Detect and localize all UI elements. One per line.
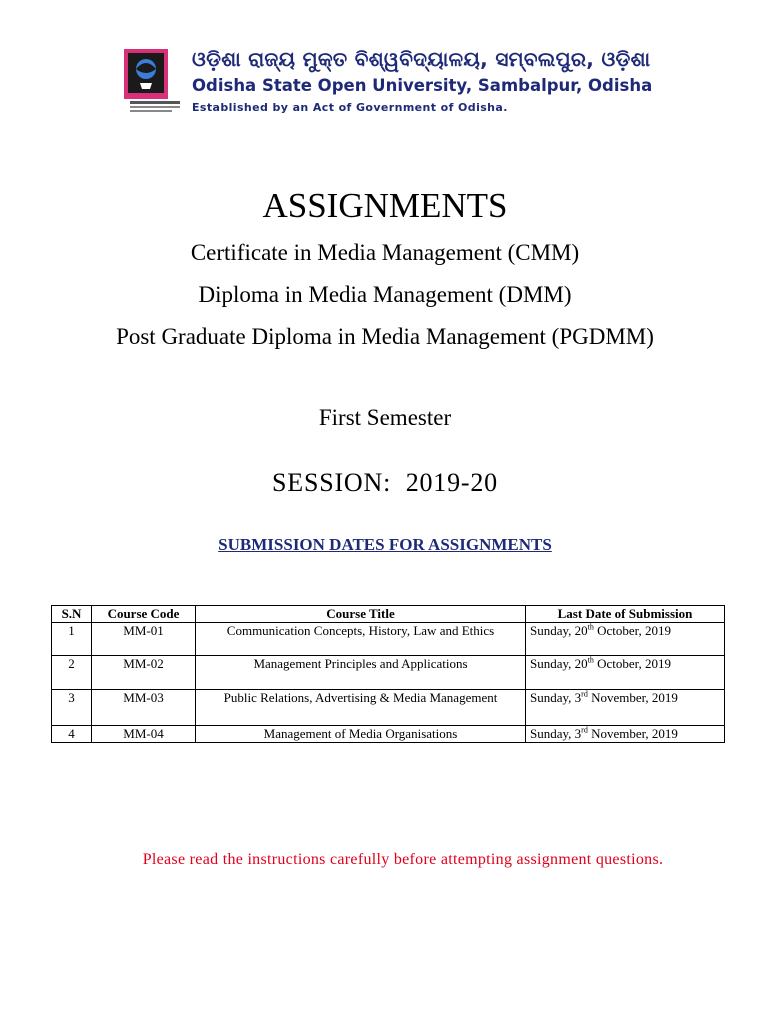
row-course-title: Management Principles and Applications <box>196 656 526 690</box>
programme-cmm: Certificate in Media Management (CMM) <box>190 240 580 265</box>
page-title: ASSIGNMENTS <box>262 186 508 225</box>
row-last-date: Sunday, 20th October, 2019 <box>526 656 725 690</box>
programme-pgdmm: Post Graduate Diploma in Media Management (PGDMM) <box>116 324 654 349</box>
row-sn: 1 <box>52 623 92 656</box>
row-last-date: Sunday, 20th October, 2019 <box>526 623 725 656</box>
university-logo <box>122 47 184 115</box>
table-row <box>52 656 725 690</box>
row-sn: 3 <box>52 690 92 726</box>
row-course-code: MM-04 <box>92 726 196 743</box>
row-course-title: Public Relations, Advertising & Media Management <box>196 690 526 726</box>
row-last-date: Sunday, 3rd November, 2019 <box>526 690 725 726</box>
instructions-note: Please read the instructions carefully before attempting assignment questions. <box>142 851 664 868</box>
table-row <box>52 726 725 743</box>
row-course-title: Management of Media Organisations <box>196 726 526 743</box>
header-course-code: Course Code <box>92 606 196 623</box>
semester-label: First Semester <box>318 405 452 430</box>
table-row <box>52 623 725 656</box>
university-name: Odisha State Open University, Sambalpur, Odisha <box>192 76 653 95</box>
submission-heading: SUBMISSION DATES FOR ASSIGNMENTS <box>218 535 552 554</box>
row-course-code: MM-01 <box>92 623 196 656</box>
university-name-odia: ଓଡ଼ିଶା ରାଜ୍ୟ ମୁକ୍ତ ବିଶ୍ୱବିଦ୍ୟାଳୟ, ସମ୍ବଲପୁର, ଓଡ଼ିଶା <box>192 47 651 71</box>
row-sn: 4 <box>52 726 92 743</box>
table-row <box>52 690 725 726</box>
row-last-date: Sunday, 3rd November, 2019 <box>526 726 725 743</box>
submission-table <box>51 605 725 743</box>
header-course-title: Course Title <box>196 606 526 623</box>
established-text: Established by an Act of Government of Odisha. <box>192 101 508 114</box>
row-sn: 2 <box>52 656 92 690</box>
row-course-code: MM-03 <box>92 690 196 726</box>
row-course-title: Communication Concepts, History, Law and Ethics <box>196 623 526 656</box>
table-header-row <box>52 606 725 623</box>
programme-dmm: Diploma in Media Management (DMM) <box>198 282 572 307</box>
university-header <box>122 47 682 117</box>
header-last-date: Last Date of Submission <box>526 606 725 623</box>
header-sn: S.N <box>52 606 92 623</box>
row-course-code: MM-02 <box>92 656 196 690</box>
session-label: SESSION: 2019-20 <box>272 468 498 497</box>
